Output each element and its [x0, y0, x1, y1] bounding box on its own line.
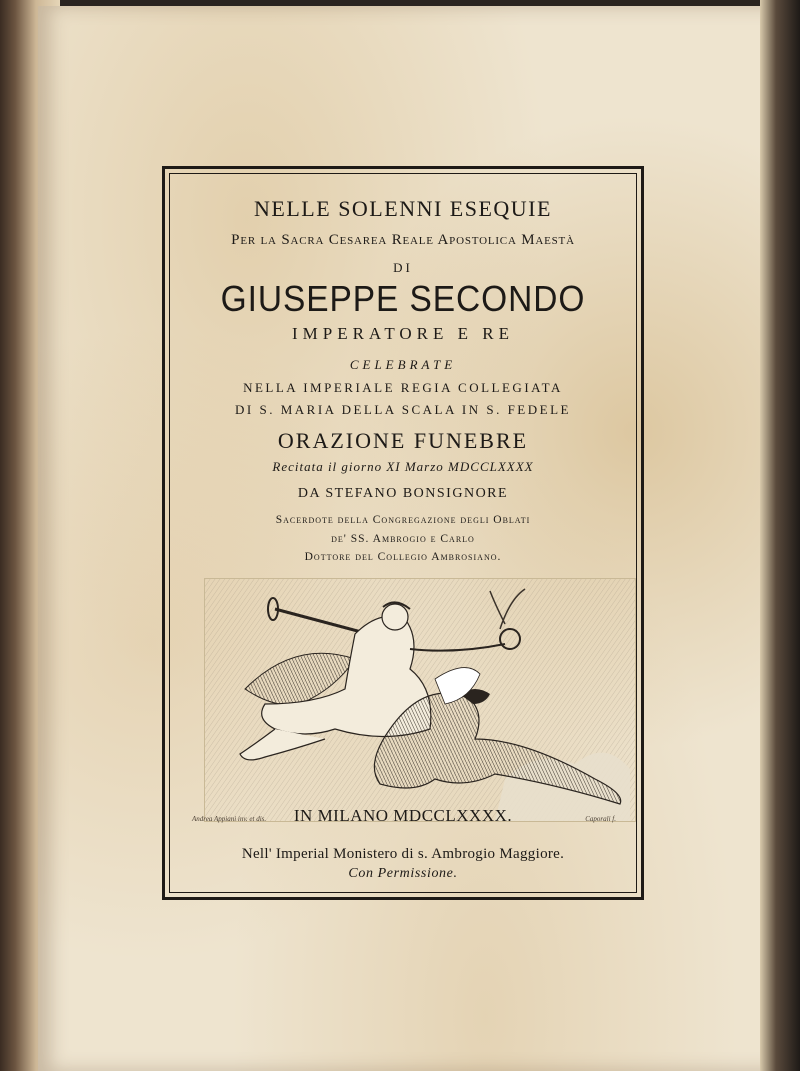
title-line-dottore: Dottore del Collegio Ambrosiano. — [304, 551, 502, 563]
title-line-s-maria: DI S. MARIA DELLA SCALA IN S. FEDELE — [235, 402, 571, 417]
title-line-sacerdote: Sacerdote della Congregazione degli Oblati — [275, 514, 531, 526]
title-page — [38, 6, 783, 1071]
frame-inner-rule — [169, 173, 637, 893]
title-line-collegiata: NELLA IMPERIALE REGIA COLLEGIATA — [243, 380, 563, 395]
title-line-per-la-sacra: Per la Sacra Cesarea Reale Apostolica Maestà — [231, 232, 575, 248]
book-edge-right — [760, 0, 800, 1071]
title-author: DA STEFANO BONSIGNORE — [297, 486, 509, 501]
title-line-imperatore: IMPERATORE E RE — [291, 324, 515, 343]
title-line-nelle-solenni-esequie: NELLE SOLENNI ESEQUIE — [254, 196, 552, 221]
imprint-place-date: IN MILANO MDCCLXXXX. — [293, 806, 513, 825]
double-rule-frame — [162, 166, 644, 900]
title-line-recitata: Recitata il giorno XI Marzo MDCCLXXXX — [272, 459, 534, 474]
imprint-permission: Con Permissione. — [348, 866, 458, 881]
imprint-printer: Nell' Imperial Monistero di s. Ambrogio Maggiore. — [241, 846, 565, 862]
title-orazione-funebre: ORAZIONE FUNEBRE — [277, 428, 529, 453]
engraving-signature-right: Caporali f. — [585, 815, 616, 823]
title-line-ambrogio-carlo: de' SS. Ambrogio e Carlo — [331, 533, 475, 545]
title-emperor-name: GIUSEPPE SECONDO — [220, 278, 586, 319]
faded-ink-mark — [368, 146, 468, 160]
engraving-signature-left: Andrea Appiani inv. et dis. — [192, 815, 267, 823]
fame-on-eagle-engraving — [204, 578, 636, 822]
title-line-celebrate: CELEBRATE — [349, 357, 457, 372]
title-line-di: DI — [393, 260, 413, 275]
